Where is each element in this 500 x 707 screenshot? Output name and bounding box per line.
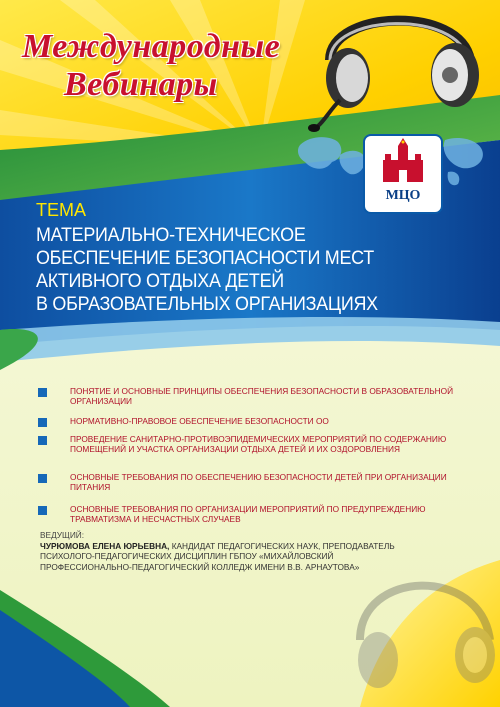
mco-logo [363, 134, 443, 214]
topic-line: МАТЕРИАЛЬНО-ТЕХНИЧЕСКОЕ [36, 224, 306, 246]
square-bullet-icon [38, 436, 47, 445]
title-line-2: Вебинары [64, 66, 218, 103]
square-bullet-icon [38, 418, 47, 427]
topic-title [36, 224, 441, 316]
list-item-text: ОСНОВНЫЕ ТРЕБОВАНИЯ ПО ОБЕСПЕЧЕНИЮ БЕЗОПАСНОСТИ ДЕТЕЙ ПРИ ОРГАНИЗАЦИИ ПИТАНИЯ [70, 472, 447, 492]
presenter-name: ЧУРЮМОВА ЕЛЕНА ЮРЬЕВНА, [40, 540, 170, 551]
kremlin-icon [365, 136, 441, 188]
topic-line: В ОБРАЗОВАТЕЛЬНЫХ ОРГАНИЗАЦИЯХ [36, 293, 378, 315]
topic-line: АКТИВНОГО ОТДЫХА ДЕТЕЙ [36, 270, 284, 292]
square-bullet-icon [38, 474, 47, 483]
list-item-text: ПРОВЕДЕНИЕ САНИТАРНО-ПРОТИВОЭПИДЕМИЧЕСКИХ МЕРОПРИЯТИЙ ПО СОДЕРЖАНИЮ ПОМЕЩЕНИЙ И УЧАСТКА ОРГАНИЗАЦИИ ОТДЫХА ДЕТЕЙ И ИХ ОЗДОРОВЛЕНИЯ [70, 434, 447, 454]
presenter-label: ВЕДУЩИЙ: [40, 530, 85, 540]
topic-label: ТЕМА [36, 200, 87, 220]
square-bullet-icon [38, 506, 47, 515]
list-item-text: ПОНЯТИЕ И ОСНОВНЫЕ ПРИНЦИПЫ ОБЕСПЕЧЕНИЯ БЕЗОПАСНОСТИ В ОБРАЗОВАТЕЛЬНОЙ ОРГАНИЗАЦИИ [70, 386, 454, 406]
list-item-text: ОСНОВНЫЕ ТРЕБОВАНИЯ ПО ОРГАНИЗАЦИИ МЕРОПРИЯТИЙ ПО ПРЕДУПРЕЖДЕНИЮ ТРАВМАТИЗМА И НЕСЧАСТНЫХ СЛУЧАЕВ [70, 504, 426, 524]
presenter-details [40, 541, 420, 573]
page-title [22, 28, 280, 104]
topic-line: ОБЕСПЕЧЕНИЕ БЕЗОПАСНОСТИ МЕСТ [36, 247, 374, 269]
presenter-info [40, 530, 420, 572]
title-line-1: Международные [22, 28, 281, 65]
square-bullet-icon [38, 388, 47, 397]
list-item-text: НОРМАТИВНО-ПРАВОВОЕ ОБЕСПЕЧЕНИЕ БЕЗОПАСНОСТИ ОО [70, 416, 329, 426]
logo-text: МЦО [385, 188, 421, 203]
presenter-description: КАНДИДАТ ПЕДАГОГИЧЕСКИХ НАУК, ПРЕПОДАВАТЕЛЬ ПСИХОЛОГО-ПЕДАГОГИЧЕСКИХ ДИСЦИПЛИН ГБПОУ «МИХАЙЛОВСКИЙ ПРОФЕССИОНАЛЬНО-ПЕДАГОГИЧЕСКИЙ КОЛЛЕДЖ ИМЕНИ В.В. АРНАУТОВА» [40, 540, 395, 572]
